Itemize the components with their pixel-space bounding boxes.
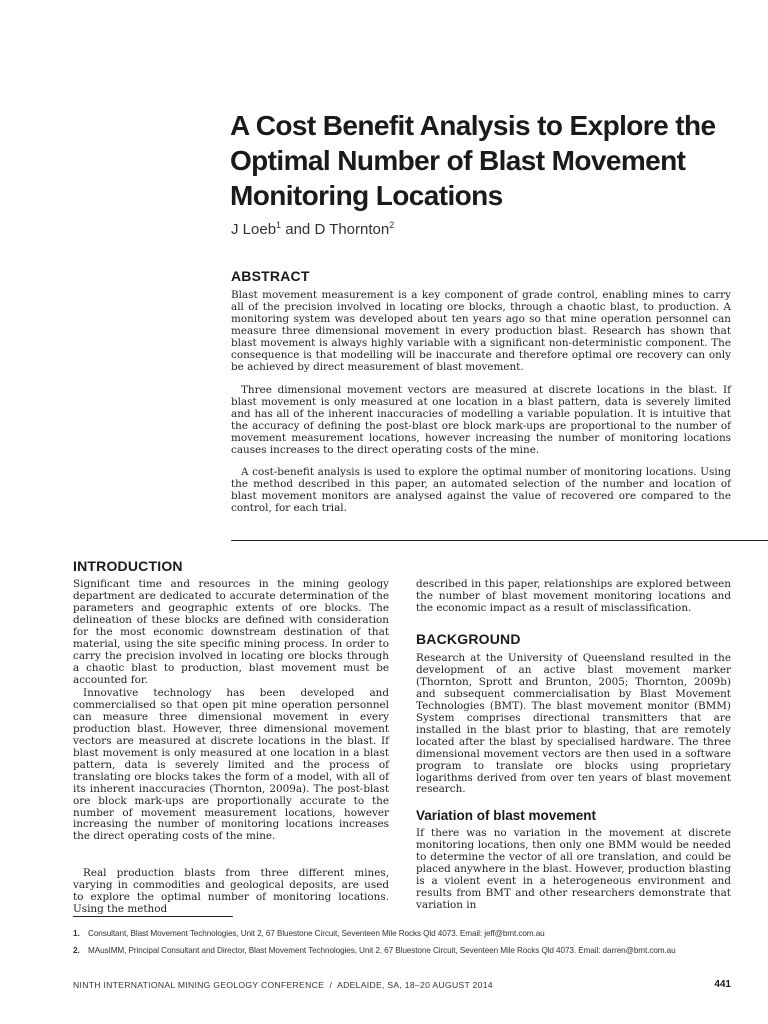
background-paragraph: Research at the University of Queensland resulted in the development of an active blast movement marker (Thornton, Sprott and Brunton, 2005; Thornton, 2009b) and subsequent commercialisation by Blast Movement Technologies (BMT). The blast movement monitor (BMM) System comprises directional transmitters that are installed in the blast prior to blasting, that are remotely located after the blast by specialised hardware. The three dimensional movement vectors are then used in a software program to translate ore blocks using proprietary logarithms derived from over ten years of blast movement research. — [416, 652, 731, 796]
variation-paragraph: If there was no variation in the movement at discrete monitoring locations, then only one BMM would be needed to determine the vector of all ore translation, and could be placed anywhere in the blast. However, production blasting is a violent event in a heterogeneous environment and results from BMT and other researchers demonstrate that variation in — [416, 827, 731, 911]
footnote-number: 2. — [73, 946, 80, 955]
footnote-number: 1. — [73, 929, 80, 938]
author-conjunction: and — [281, 221, 315, 238]
conference-footer: NINTH INTERNATIONAL MINING GEOLOGY CONFERENCE / ADELAIDE, SA, 18–20 AUGUST 2014 — [73, 980, 493, 990]
abstract-paragraph: Blast movement measurement is a key component of grade control, enabling mines to carry all of the precision involved in locating ore blocks, through a chaotic blast, to production. A monitoring system was developed about ten years ago so that mine operation personnel can measure three dimensional movement in every production blast. Research has shown that blast movement is always highly variable with a significant non-deterministic component. The consequence is that modelling will be inaccurate and therefore optimal ore recovery can only be achieved by direct measurement of blast movement. — [231, 289, 731, 373]
footnote-divider — [73, 916, 233, 917]
paper-title: A Cost Benefit Analysis to Explore the Optimal Number of Blast Movement Monitoring Locations — [230, 110, 716, 211]
author-affiliation-marker: 1 — [276, 220, 282, 230]
abstract-paragraph: A cost-benefit analysis is used to explore the optimal number of monitoring locations. Using the method described in this paper, an automated selection of the number and location of blast movement monitors are analysed against the value of recovered ore compared to the control, for each trial. — [231, 466, 731, 514]
abstract-divider — [231, 540, 768, 541]
author-line — [231, 220, 394, 238]
introduction-paragraph: Innovative technology has been developed and commercialised so that open pit mine operation personnel can measure three dimensional movement in every production blast. However, three dimensional movement vectors are measured at discrete locations in the blast. If blast movement is only measured at one location in a blast pattern, data is severely limited and the process of translating ore blocks takes the form of a model, with all of its inherent inaccuracies (Thornton, 2009a). The post-blast ore block mark-ups are proportionally accurate to the number of movement measurement locations, however increasing the number of monitoring locations increases the direct operating costs of the mine. — [73, 687, 389, 843]
footnote — [73, 946, 733, 955]
introduction-heading: INTRODUCTION — [73, 558, 183, 574]
abstract-paragraph: Three dimensional movement vectors are measured at discrete locations in the blast. If blast movement is only measured at one location in a blast pattern, data is severely limited and has all of the inherent inaccuracies of modelling a variable population. It is intuitive that the accuracy of defining the post-blast ore block mark-ups are proportional to the number of movement measurement locations, however increasing the number of monitoring locations causes increases to the direct operating costs of the mine. — [231, 384, 731, 456]
introduction-paragraph: Real production blasts from three different mines, varying in commodities and geological deposits, are used to explore the optimal number of monitoring locations. Using the method — [73, 867, 389, 915]
page-number: 441 — [714, 979, 731, 990]
footnote-text: Consultant, Blast Movement Technologies, Unit 2, 67 Bluestone Circuit, Seventeen Mile Rocks Qld 4073. Email: jeff@bmt.com.au — [88, 929, 545, 938]
introduction-paragraph: described in this paper, relationships are explored between the number of blast movement monitoring locations and the economic impact as a result of misclassification. — [416, 578, 731, 614]
abstract-heading: ABSTRACT — [231, 268, 310, 284]
background-heading: BACKGROUND — [416, 631, 521, 647]
author-affiliation-marker: 2 — [389, 220, 395, 230]
footnote — [73, 929, 733, 938]
variation-subheading: Variation of blast movement — [416, 808, 597, 823]
introduction-paragraph: Significant time and resources in the mining geology department are dedicated to accurate determination of the parameters and geographic extents of ore blocks. The delineation of these blocks are defined with consideration for the most economic downstream destination of that material, using the site specific mining process. In order to carry the precision involved in locating ore blocks through a chaotic blast to production, blast movement must be accounted for. — [73, 578, 389, 686]
footnote-text: MAusIMM, Principal Consultant and Director, Blast Movement Technologies, Unit 2, 67 Bluestone Circuit, Seventeen Mile Rocks Qld 4073. Email: darren@bmt.com.au — [88, 946, 676, 955]
author-name: J Loeb — [231, 221, 277, 238]
author-name: D Thornton — [314, 221, 390, 238]
